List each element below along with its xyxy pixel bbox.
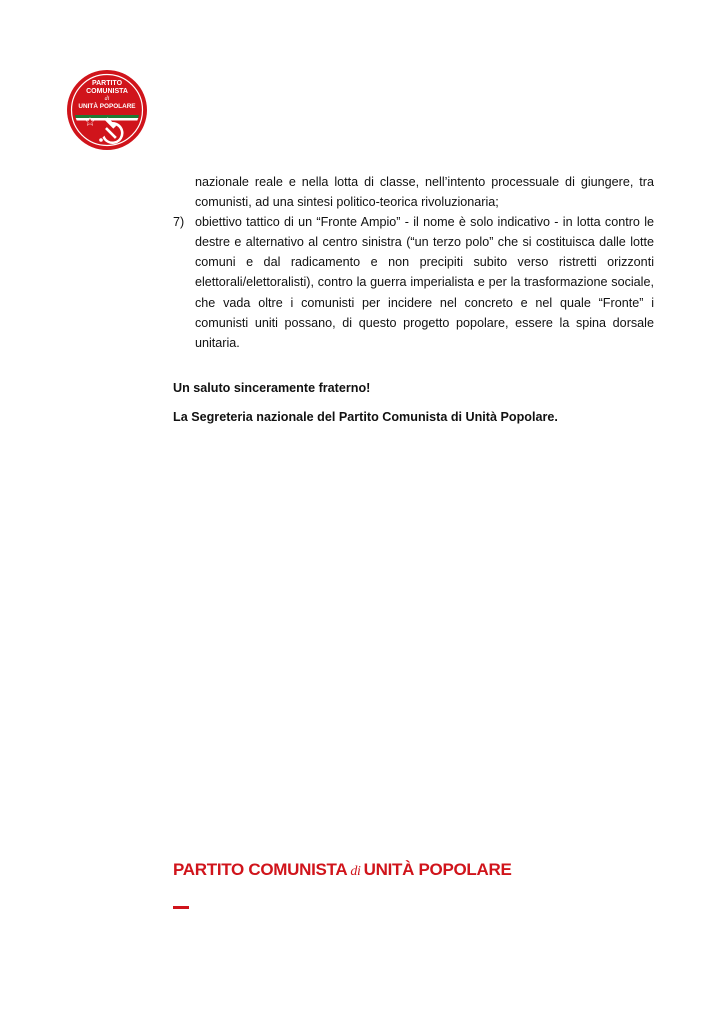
logo-text-partito: PARTITO — [91, 80, 123, 87]
party-logo — [66, 69, 148, 151]
list-item-continuation: nazionale reale e nella lotta di classe, nell’intento processuale di giungere, tra comunisti, ad una sintesi politico-teorica rivoluzionaria; — [195, 175, 654, 210]
list-item-number: 7) — [173, 215, 185, 230]
list-item-text: obiettivo tattico di un “Fronte Ampio” - il nome è solo indicativo - in lotta contro le destre e alternativo al centro sinistra (“un terzo polo” che si costituisca dalle lotte comuni e dal radicamento e non precipiti subito verso ristretti orizzonti elettorali/elettoralisti), contro la guerra imperialista e per la trasformazione sociale, che vada oltre i comunisti per incidere nel concreto e nel quale “Fronte” i comunisti uniti possano, di questo progetto popolare, essere la spina dorsale unitaria. — [195, 215, 654, 350]
closing-greeting: Un saluto sinceramente fraterno! — [173, 381, 371, 395]
footer-party-name — [173, 860, 512, 880]
list-item-7 — [173, 212, 654, 353]
logo-text-comunista: COMUNISTA — [86, 88, 128, 95]
footer-dash — [173, 906, 189, 909]
letter-body — [173, 172, 654, 353]
logo-text-unita-popolare: UNITÀ POPOLARE — [78, 103, 136, 110]
footer-part1: PARTITO COMUNISTA — [173, 860, 348, 879]
footer-part2: UNITÀ POPOLARE — [363, 860, 512, 879]
footer-di: di — [350, 864, 361, 879]
logo-text-di: di — [104, 96, 110, 102]
signature: La Segreteria nazionale del Partito Comunista di Unità Popolare. — [173, 410, 558, 424]
